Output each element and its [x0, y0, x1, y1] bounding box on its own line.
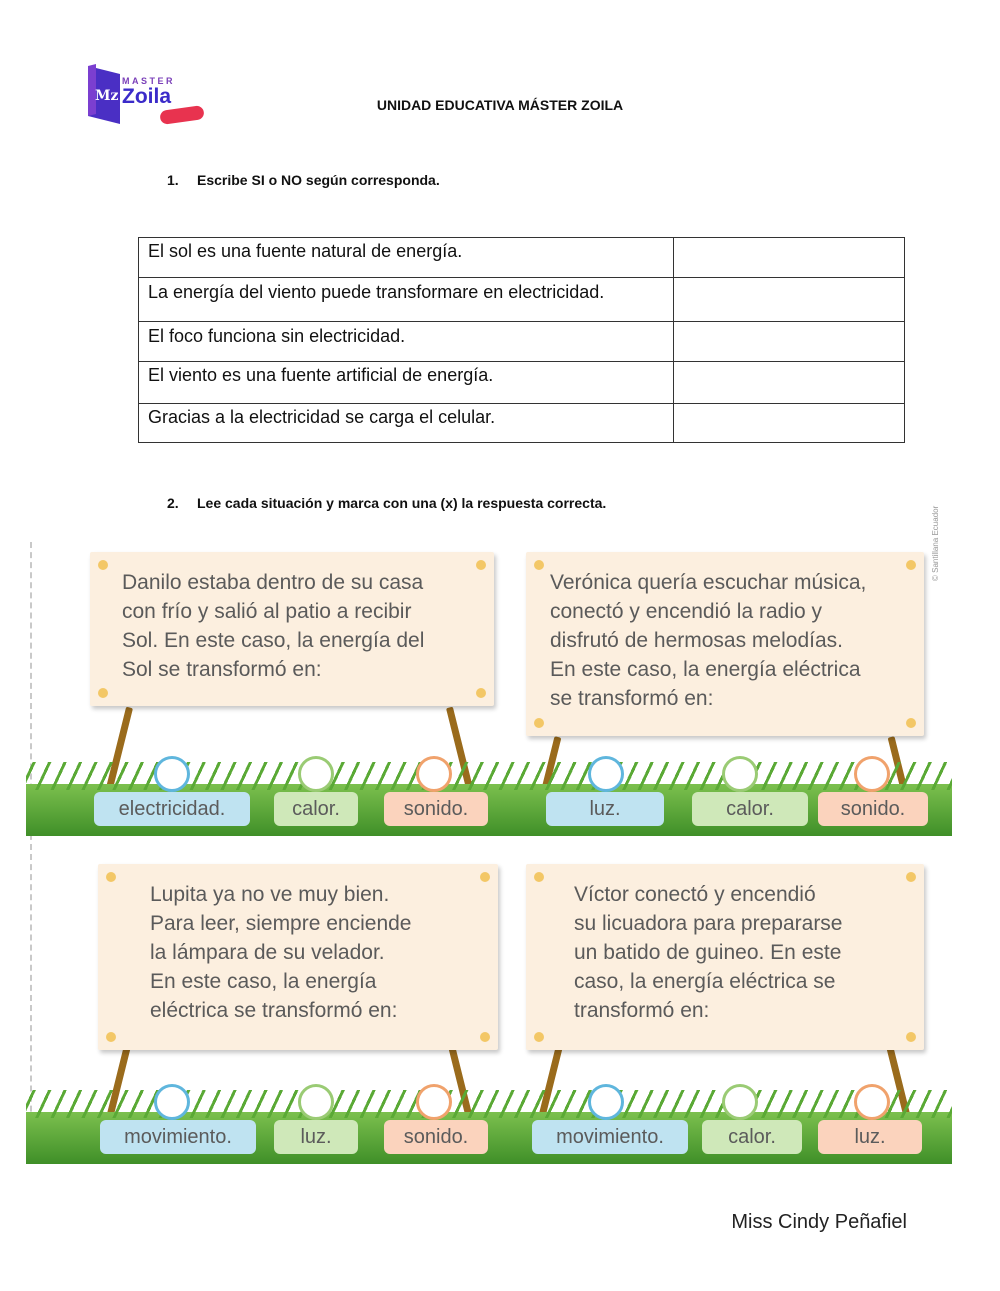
answer-cell[interactable]	[674, 278, 905, 322]
option-checkbox[interactable]	[154, 756, 190, 792]
option-label[interactable]: calor.	[692, 792, 808, 826]
option-label[interactable]: sonido.	[818, 792, 928, 826]
pin-icon	[906, 872, 916, 882]
statement-cell: El viento es una fuente artificial de energía.	[139, 362, 674, 404]
option-label[interactable]: calor.	[274, 792, 358, 826]
situation-board-1	[90, 552, 494, 706]
option-checkbox[interactable]	[854, 1084, 890, 1120]
option-checkbox[interactable]	[722, 756, 758, 792]
section2-instruction: Lee cada situación y marca con una (x) la respuesta correcta.	[197, 495, 607, 511]
section1-number: 1.	[167, 172, 179, 188]
text-line: Verónica quería escuchar música,	[550, 571, 867, 594]
text-line: caso, la energía eléctrica se	[574, 970, 836, 993]
pin-icon	[534, 718, 544, 728]
section2-number: 2.	[167, 495, 179, 511]
yes-no-table	[138, 237, 905, 443]
option-label[interactable]: sonido.	[384, 792, 488, 826]
table-row	[139, 238, 905, 278]
pin-icon	[98, 688, 108, 698]
statement-cell: El foco funciona sin electricidad.	[139, 322, 674, 362]
option-checkbox[interactable]	[298, 756, 334, 792]
text-line: Danilo estaba dentro de su casa	[122, 571, 424, 594]
text-line: conectó y encendió la radio y	[550, 600, 823, 623]
pin-icon	[480, 872, 490, 882]
option-label[interactable]: luz.	[274, 1120, 358, 1154]
situation-board-3	[98, 864, 498, 1050]
section1-title	[167, 172, 440, 188]
table-row	[139, 278, 905, 322]
situation-text	[114, 568, 470, 684]
pin-icon	[106, 1032, 116, 1042]
situation-text	[550, 880, 900, 1025]
table-row	[139, 322, 905, 362]
text-line: su licuadora para prepararse	[574, 912, 843, 935]
pin-icon	[906, 1032, 916, 1042]
option-label[interactable]: movimiento.	[532, 1120, 688, 1154]
logo-brand-top: MASTER	[122, 76, 175, 86]
answer-cell[interactable]	[674, 238, 905, 278]
option-checkbox[interactable]	[298, 1084, 334, 1120]
answer-cell[interactable]	[674, 362, 905, 404]
pin-icon	[534, 1032, 544, 1042]
energy-scenarios-illustration	[26, 505, 952, 1166]
section2-title	[167, 495, 606, 511]
text-line: En este caso, la energía eléctrica	[550, 658, 861, 681]
text-line: En este caso, la energía	[150, 970, 377, 993]
pin-icon	[98, 560, 108, 570]
image-credit: © Santillana Ecuador	[931, 505, 940, 581]
book-logo-icon	[86, 64, 122, 126]
pin-icon	[476, 560, 486, 570]
school-logo	[84, 62, 214, 128]
text-line: transformó en:	[574, 999, 710, 1022]
pin-icon	[534, 560, 544, 570]
answer-cell[interactable]	[674, 322, 905, 362]
text-line: disfrutó de hermosas melodías.	[550, 629, 843, 652]
table-row	[139, 362, 905, 404]
text-line: Lupita ya no ve muy bien.	[150, 883, 390, 906]
pin-icon	[906, 718, 916, 728]
statement-cell: La energía del viento puede transformare en electricidad.	[139, 278, 674, 322]
option-checkbox[interactable]	[854, 756, 890, 792]
option-label[interactable]: electricidad.	[94, 792, 250, 826]
option-checkbox[interactable]	[416, 1084, 452, 1120]
answer-cell[interactable]	[674, 404, 905, 443]
svg-text:Mz: Mz	[95, 88, 119, 104]
situation-text	[122, 880, 474, 1025]
situation-board-2	[526, 552, 924, 736]
text-line: Víctor conectó y encendió	[574, 883, 816, 906]
pin-icon	[480, 1032, 490, 1042]
statement-cell: El sol es una fuente natural de energía.	[139, 238, 674, 278]
statement-cell: Gracias a la electricidad se carga el celular.	[139, 404, 674, 443]
dashed-cut-line	[30, 542, 32, 1162]
teacher-signature: Miss Cindy Peñafiel	[731, 1211, 907, 1233]
pin-icon	[476, 688, 486, 698]
text-line: con frío y salió al patio a recibir	[122, 600, 412, 623]
text-line: Sol se transformó en:	[122, 658, 322, 681]
section1-instruction: Escribe SI o NO según corresponda.	[197, 172, 440, 188]
option-label[interactable]: movimiento.	[100, 1120, 256, 1154]
text-line: se transformó en:	[550, 687, 714, 710]
option-checkbox[interactable]	[154, 1084, 190, 1120]
situation-board-4	[526, 864, 924, 1050]
option-label[interactable]: sonido.	[384, 1120, 488, 1154]
text-line: eléctrica se transformó en:	[150, 999, 398, 1022]
option-label[interactable]: luz.	[546, 792, 664, 826]
option-label[interactable]: luz.	[818, 1120, 922, 1154]
situation-text	[550, 568, 900, 713]
text-line: Sol. En este caso, la energía del	[122, 629, 425, 652]
table-row	[139, 404, 905, 443]
pin-icon	[534, 872, 544, 882]
text-line: la lámpara de su velador.	[150, 941, 385, 964]
option-checkbox[interactable]	[588, 1084, 624, 1120]
text-line: un batido de guineo. En este	[574, 941, 842, 964]
option-checkbox[interactable]	[722, 1084, 758, 1120]
pin-icon	[106, 872, 116, 882]
option-checkbox[interactable]	[416, 756, 452, 792]
school-title: UNIDAD EDUCATIVA MÁSTER ZOILA	[376, 97, 624, 113]
logo-brand-main: Zoila	[122, 85, 172, 108]
option-label[interactable]: calor.	[702, 1120, 802, 1154]
option-checkbox[interactable]	[588, 756, 624, 792]
pin-icon	[906, 560, 916, 570]
text-line: Para leer, siempre enciende	[150, 912, 412, 935]
